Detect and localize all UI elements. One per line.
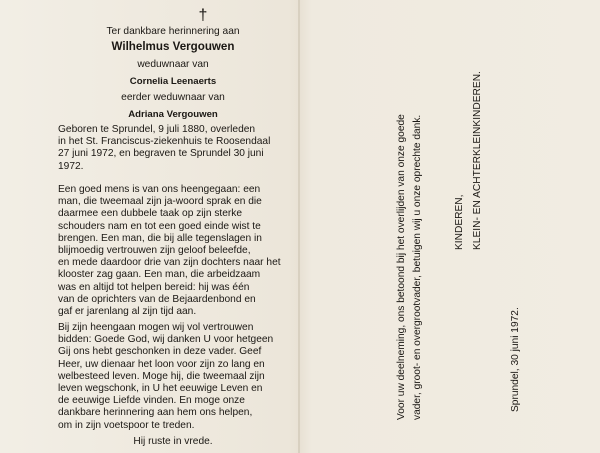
thanks-line: Voor uw deelneming, ons betoond bij het overlijden van onze goede xyxy=(396,114,407,420)
tribute-line: daarmee een dubbele taak op zijn sterke xyxy=(58,208,243,220)
tribute-line: en mede daardoor drie van zijn dochters naar het xyxy=(58,257,281,269)
prayer-line: Heer, uw dienaar het loon voor zijn zo lang en xyxy=(58,358,265,370)
first-spouse-name: Adriana Vergouwen xyxy=(128,109,218,120)
closing-text: Hij ruste in vrede. xyxy=(133,436,213,447)
tribute-line: man, die tweemaal zijn ja-woord sprak en die xyxy=(58,196,262,208)
signature-line: KLEIN- EN ACHTERKLEINKINDEREN. xyxy=(472,71,483,250)
prayer-line: de eeuwige Liefde vinden. En moge onze xyxy=(58,395,245,407)
prayer-line: Bij zijn heengaan mogen wij vol vertrouwen xyxy=(58,322,254,333)
life-details-line: Geboren te Sprundel, 9 juli 1880, overleden xyxy=(58,124,256,135)
prayer-line: leven wegschonk, in U het eeuwige Leven en xyxy=(58,383,263,395)
spouse-name: Cornelia Leenaerts xyxy=(129,76,217,87)
prayer-line: Gij ons hebt geschonken in deze vader. Geef xyxy=(58,346,262,358)
cross-icon: † xyxy=(198,7,208,24)
prayer-line: welbesteed leven. Moge hij, die tweemaal zijn xyxy=(58,370,265,382)
life-details-line: 1972. xyxy=(58,160,84,172)
tribute-line: blijmoedig vertrouwen zijn geloof beleefde, xyxy=(58,245,251,257)
prayer-line: om in zijn voetspoor te treden. xyxy=(58,419,195,431)
widower-of-label: weduwnaar van xyxy=(137,59,209,70)
tribute-line: van de oprichters van de Bejaardenbond en xyxy=(58,293,256,305)
life-details-line: 27 juni 1972, en begraven te Sprundel 30 juni xyxy=(58,148,264,160)
earlier-widower-label: eerder weduwnaar van xyxy=(121,92,225,103)
signature-line: KINDEREN, xyxy=(454,194,465,250)
tribute-line: schouders nam en tot een goed einde wist te xyxy=(58,220,261,232)
tribute-line: Een goed mens is van ons heengegaan: een xyxy=(58,184,261,195)
tribute-line: klooster zag gaan. Een man, die arbeidzaam xyxy=(58,269,261,281)
tribute-line: was en altijd tot helpen bereid: hij was één xyxy=(58,281,250,293)
right-panel xyxy=(300,0,600,453)
intro-text: Ter dankbare herinnering aan xyxy=(106,26,240,37)
life-details xyxy=(58,124,294,173)
deceased-name: Wilhelmus Vergouwen xyxy=(111,40,235,53)
tribute-line: brengen. Een man, die bij alle tegenslagen in xyxy=(58,232,262,244)
prayer-paragraph xyxy=(58,322,294,432)
tribute-line: gaf er jarenlang al zijn tijd aan. xyxy=(58,306,197,318)
prayer-line: dankbare herinnering aan hem ons helpen, xyxy=(58,407,253,419)
tribute-paragraph xyxy=(58,184,294,318)
left-panel xyxy=(58,0,296,453)
thanks-line: vader, groot- en overgrootvader, betuigen wij u onze oprechte dank. xyxy=(412,114,423,420)
date-line: Sprundel, 30 juni 1972. xyxy=(510,307,521,412)
prayer-line: bidden: Goede God, wij danken U voor hetgeen xyxy=(58,334,274,346)
life-details-line: in het St. Franciscus-ziekenhuis te Roosendaal xyxy=(58,136,271,148)
